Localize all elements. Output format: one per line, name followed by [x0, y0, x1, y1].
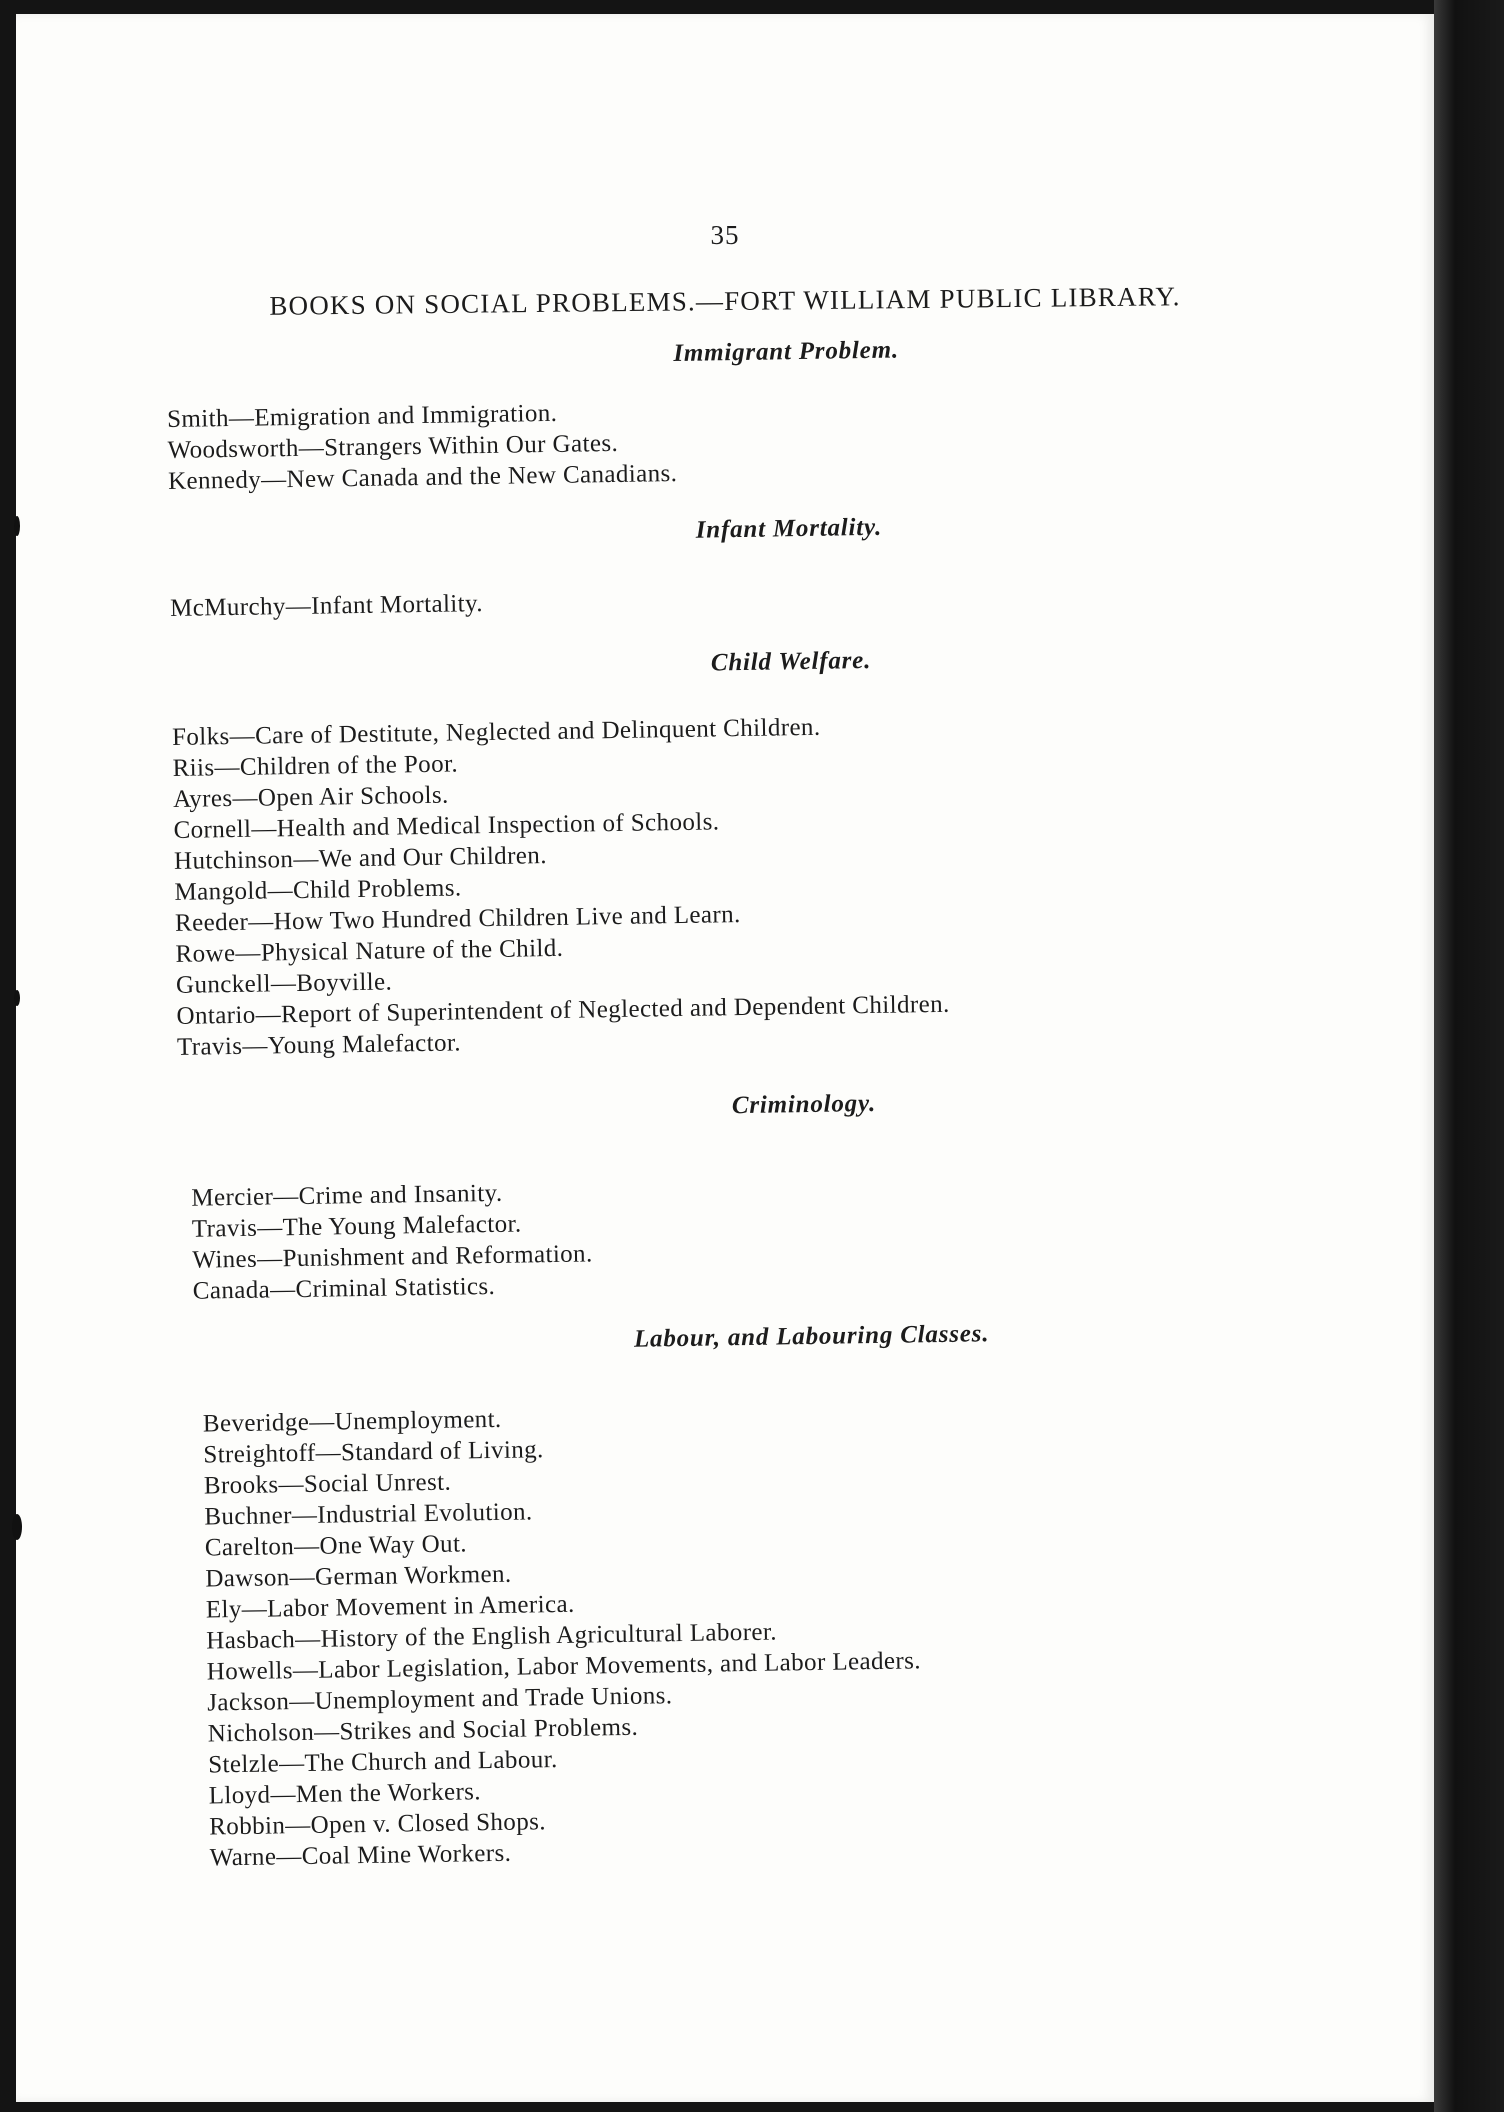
list-item: Ontario—Report of Superintendent of Neglected and Dependent Children.	[176, 990, 950, 1030]
list-item: Nicholson—Strikes and Social Problems.	[207, 1713, 639, 1748]
section-child-welfare	[171, 640, 1297, 1063]
section-immigrant-problem	[166, 330, 1288, 497]
list-item: Riis—Children of the Poor.	[172, 750, 459, 782]
list-item: Smith—Emigration and Immigration.	[166, 399, 558, 433]
list-item: Ely—Labor Movement in America.	[205, 1590, 575, 1624]
list-item: Woodsworth—Strangers Within Our Gates.	[167, 429, 619, 464]
list-item: Hasbach—History of the English Agricultural Laborer.	[206, 1618, 778, 1655]
entry-list	[172, 704, 1297, 1063]
list-item: Streightoff—Standard of Living.	[203, 1436, 544, 1469]
list-item: Howells—Labor Legislation, Labor Movements, and Labor Leaders.	[206, 1647, 922, 1686]
list-item: Lloyd—Men the Workers.	[208, 1778, 482, 1810]
section-infant-mortality	[169, 507, 1290, 624]
list-item: Mangold—Child Problems.	[174, 874, 462, 906]
section-title: Criminology.	[731, 1089, 877, 1120]
list-item: Wines—Punishment and Reformation.	[192, 1240, 593, 1274]
list-item: Jackson—Unemployment and Trade Unions.	[207, 1682, 673, 1717]
section-labour	[181, 1315, 1309, 1874]
list-item: Hutchinson—We and Our Children.	[173, 842, 548, 875]
section-title: Child Welfare.	[710, 646, 872, 677]
section-criminology	[178, 1083, 1301, 1307]
list-item: McMurchy—Infant Mortality.	[169, 590, 484, 622]
entry-list	[167, 386, 1288, 497]
list-item: Dawson—German Workmen.	[205, 1560, 512, 1593]
page-edge	[1434, 0, 1504, 2112]
book-list	[166, 330, 1310, 1873]
section-title: Immigrant Problem.	[673, 336, 900, 368]
list-item: Beveridge—Unemployment.	[202, 1405, 502, 1438]
entry-list	[170, 575, 1290, 624]
list-item: Rowe—Physical Nature of the Child.	[175, 934, 564, 968]
list-item: Ayres—Open Air Schools.	[172, 781, 449, 813]
binding-mark	[14, 516, 20, 536]
list-item: Carelton—One Way Out.	[204, 1530, 468, 1562]
list-item: Robbin—Open v. Closed Shops.	[209, 1808, 547, 1841]
list-item: Cornell—Health and Medical Inspection of Schools.	[173, 808, 720, 844]
list-item: Brooks—Social Unrest.	[203, 1468, 452, 1500]
page-heading: BOOKS ON SOCIAL PROBLEMS.—FORT WILLIAM PUBLIC LIBRARY.	[269, 281, 1181, 321]
list-item: Warne—Coal Mine Workers.	[209, 1839, 512, 1872]
entry-list	[203, 1391, 1310, 1873]
document-page	[16, 14, 1434, 2102]
binding-mark	[14, 990, 20, 1006]
list-item: Gunckell—Boyville.	[175, 968, 393, 999]
list-item: Canada—Criminal Statistics.	[192, 1272, 496, 1305]
list-item: Stelzle—The Church and Labour.	[208, 1746, 558, 1779]
list-item: Kennedy—New Canada and the New Canadians.	[167, 459, 678, 495]
list-item: Mercier—Crime and Insanity.	[191, 1179, 503, 1212]
list-item: Reeder—How Two Hundred Children Live and Learn.	[174, 901, 741, 937]
page-number: 35	[710, 220, 740, 250]
binding-mark	[12, 1514, 22, 1540]
section-title: Labour, and Labouring Classes.	[633, 1320, 990, 1353]
entry-list	[191, 1165, 1301, 1306]
list-item: Folks—Care of Destitute, Neglected and Delinquent Children.	[171, 713, 821, 751]
section-title: Infant Mortality.	[695, 513, 883, 544]
list-item: Travis—Young Malefactor.	[176, 1029, 462, 1061]
list-item: Travis—The Young Malefactor.	[191, 1210, 522, 1243]
list-item: Buchner—Industrial Evolution.	[204, 1498, 533, 1531]
